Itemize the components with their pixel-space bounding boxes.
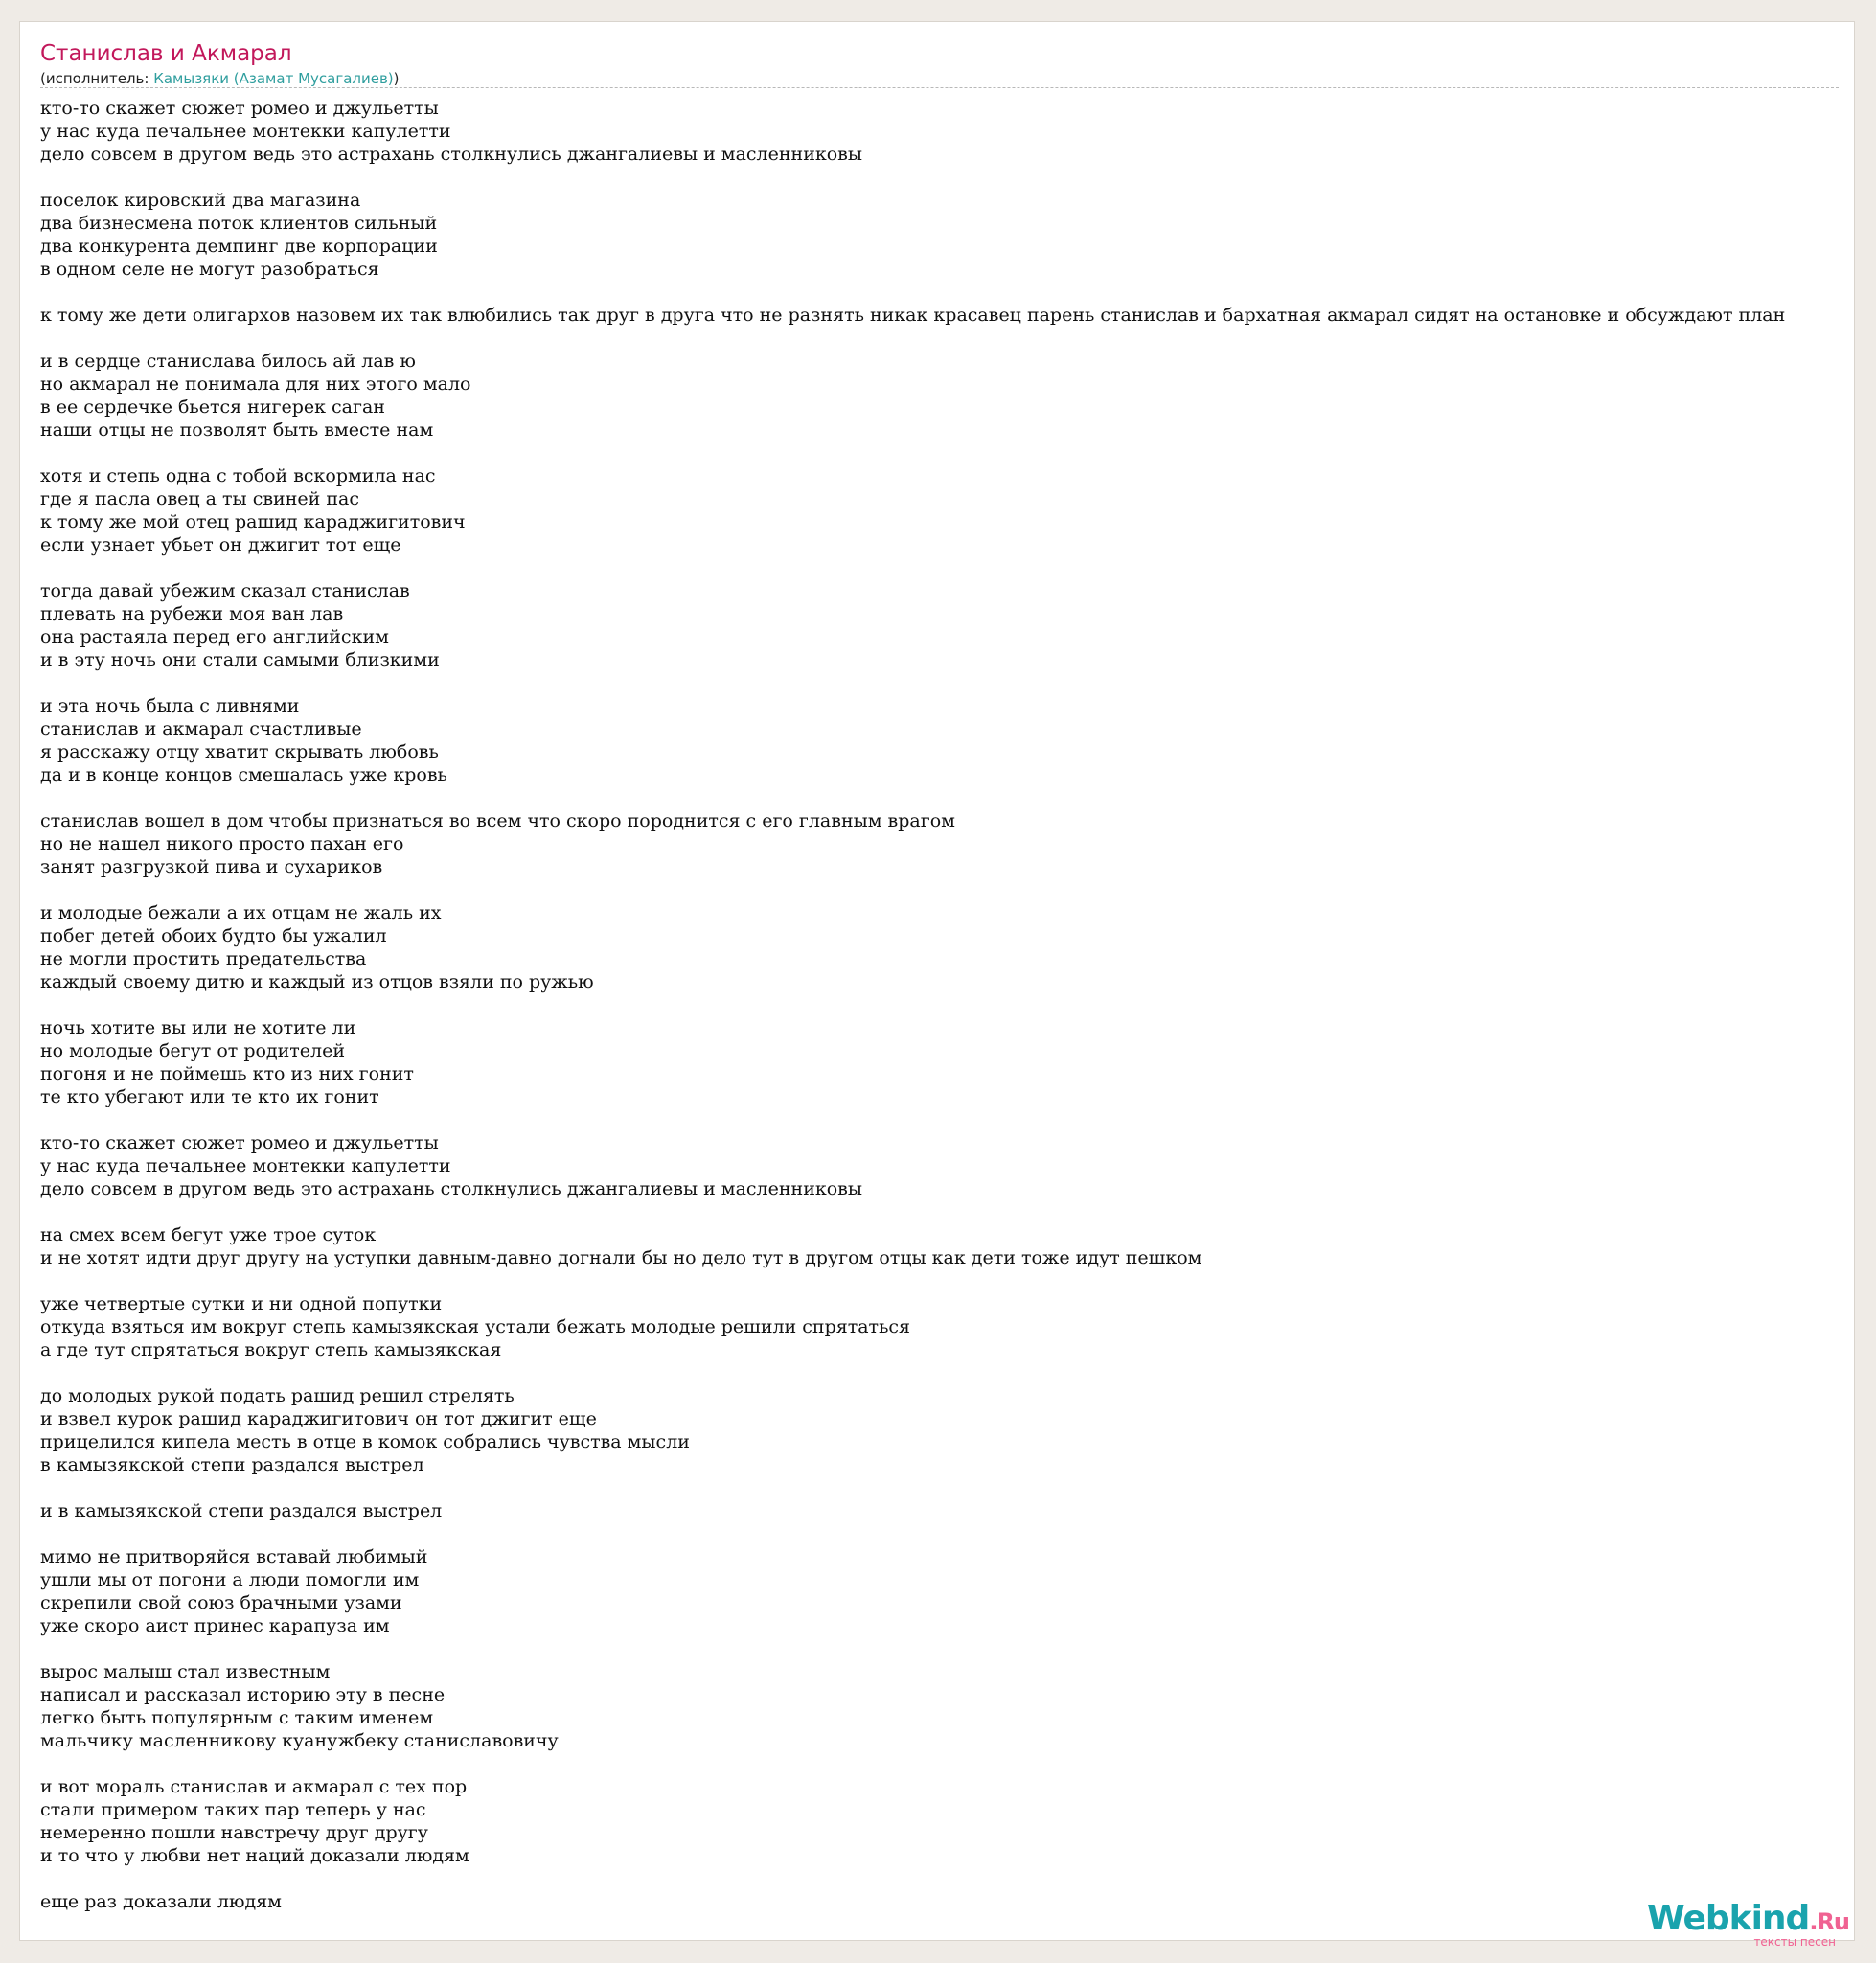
lyric-line: к тому же мой отец рашид караджигитович: [40, 512, 466, 533]
lyric-line: у нас куда печальнее монтекки капулетти: [40, 121, 451, 142]
lyric-blank-line: [40, 993, 1785, 1016]
lyric-line: до молодых рукой подать рашид решил стрелять: [40, 1385, 515, 1406]
lyric-line: и не хотят идти друг другу на уступки давным-давно догнали бы но дело тут в другом отцы как дети тоже идут пешком: [40, 1247, 1202, 1268]
lyric-line: откуда взяться им вокруг степь камызякская устали бежать молодые решили спрятаться: [40, 1316, 911, 1337]
lyric-line: к тому же дети олигархов назовем их так влюбились так друг в друга что не разнять никак красавец парень станислав и бархатная акмарал сидят на остановке и обсуждают план: [40, 305, 1786, 326]
lyric-line: а где тут спрятаться вокруг степь камызякская: [40, 1339, 502, 1360]
lyric-line: тогда давай убежим сказал станислав: [40, 581, 410, 602]
lyric-blank-line: [40, 879, 1785, 902]
lyric-line: и в эту ночь они стали самыми близкими: [40, 650, 440, 671]
lyric-line: занят разгрузкой пива и сухариков: [40, 856, 383, 878]
lyric-line: и в сердце станислава билось ай лав ю: [40, 351, 416, 372]
lyric-line: плевать на рубежи моя ван лав: [40, 604, 344, 625]
lyric-line: немеренно пошли навстречу друг другу: [40, 1822, 428, 1843]
lyric-line: хотя и степь одна с тобой вскормила нас: [40, 466, 436, 487]
lyric-line: но акмарал не понимала для них этого мало: [40, 374, 471, 395]
lyrics-text: [40, 97, 1785, 1913]
lyric-line: станислав вошел в дом чтобы признаться во всем что скоро породнится с его главным врагом: [40, 810, 955, 832]
lyric-blank-line: [40, 327, 1785, 350]
lyric-line: и в камызякской степи раздался выстрел: [40, 1500, 443, 1521]
site-watermark: [1647, 1899, 1849, 1949]
webkind-subtitle: тексты песен: [1753, 1935, 1836, 1949]
lyric-blank-line: [40, 672, 1785, 695]
lyric-line: погоня и не поймешь кто из них гонит: [40, 1063, 414, 1084]
lyric-blank-line: [40, 1522, 1785, 1545]
lyric-line: я расскажу отцу хватит скрывать любовь: [40, 742, 439, 763]
lyric-line: если узнает убьет он джигит тот еще: [40, 535, 401, 556]
lyric-line: где я пасла овец а ты свиней пас: [40, 489, 359, 510]
lyric-line: в камызякской степи раздался выстрел: [40, 1454, 424, 1475]
lyric-line: но молодые бегут от родителей: [40, 1040, 346, 1061]
lyric-line: наши отцы не позволят быть вместе нам: [40, 420, 434, 441]
lyric-line: и то что у любви нет наций доказали людям: [40, 1845, 469, 1866]
lyric-line: на смех всем бегут уже трое суток: [40, 1224, 377, 1245]
lyric-line: мимо не притворяйся вставай любимый: [40, 1546, 428, 1567]
lyric-line: и эта ночь была с ливнями: [40, 696, 300, 717]
lyric-blank-line: [40, 1752, 1785, 1775]
lyric-blank-line: [40, 1637, 1785, 1660]
lyric-blank-line: [40, 787, 1785, 810]
lyric-line: поселок кировский два магазина: [40, 190, 361, 211]
lyric-line: мальчику масленникову куанужбеку станиславовичу: [40, 1730, 559, 1751]
lyric-line: дело совсем в другом ведь это астрахань столкнулись джангалиевы и масленниковы: [40, 1178, 862, 1199]
lyric-line: ночь хотите вы или не хотите ли: [40, 1017, 356, 1039]
lyric-line: каждый своему дитю и каждый из отцов взяли по ружью: [40, 971, 594, 993]
lyric-blank-line: [40, 1108, 1785, 1131]
lyric-line: уже четвертые сутки и ни одной попутки: [40, 1293, 443, 1314]
lyric-blank-line: [40, 1200, 1785, 1223]
lyric-line: в одном селе не могут разобраться: [40, 259, 379, 280]
webkind-logo-tld: .Ru: [1809, 1908, 1849, 1935]
lyric-line: дело совсем в другом ведь это астрахань столкнулись джангалиевы и масленниковы: [40, 144, 862, 165]
lyric-line: вырос малыш стал известным: [40, 1661, 331, 1682]
lyric-line: те кто убегают или те кто их гонит: [40, 1086, 379, 1107]
lyric-blank-line: [40, 166, 1785, 189]
lyric-line: и молодые бежали а их отцам не жаль их: [40, 902, 442, 924]
lyric-line: и взвел курок рашид караджигитович он тот джигит еще: [40, 1408, 597, 1429]
performer-prefix: (исполнитель:: [40, 70, 154, 87]
lyric-line: два бизнесмена поток клиентов сильный: [40, 213, 438, 234]
lyric-blank-line: [40, 281, 1785, 304]
lyric-blank-line: [40, 1476, 1785, 1499]
lyric-line: ушли мы от погони а люди помогли им: [40, 1569, 420, 1590]
lyric-blank-line: [40, 557, 1785, 580]
lyric-line: в ее сердечке бьется нигерек саган: [40, 397, 385, 418]
lyrics-card: [19, 21, 1855, 1941]
lyric-blank-line: [40, 442, 1785, 465]
lyric-line: скрепили свой союз брачными узами: [40, 1592, 402, 1613]
lyric-line: стали примером таких пар теперь у нас: [40, 1799, 426, 1820]
performer-link[interactable]: Камызяки (Азамат Мусагалиев): [153, 70, 394, 87]
lyric-line: прицелился кипела месть в отце в комок собрались чувства мысли: [40, 1431, 690, 1452]
performer-line: [40, 70, 400, 87]
lyric-line: не могли простить предательства: [40, 948, 367, 970]
lyric-line: станислав и акмарал счастливые: [40, 719, 362, 740]
lyric-line: кто-то скажет сюжет ромео и джульетты: [40, 1132, 439, 1153]
lyric-line: но не нашел никого просто пахан его: [40, 833, 404, 855]
title-divider: [40, 87, 1839, 88]
song-title: Станислав и Акмарал: [40, 41, 292, 66]
webkind-logo: [1647, 1899, 1849, 1938]
performer-suffix: ): [393, 70, 400, 87]
lyric-line: да и в конце концов смешалась уже кровь: [40, 765, 447, 786]
lyric-line: написал и рассказал историю эту в песне: [40, 1684, 446, 1705]
lyric-line: и вот мораль станислав и акмарал с тех пор: [40, 1776, 468, 1797]
lyric-blank-line: [40, 1361, 1785, 1384]
lyric-line: у нас куда печальнее монтекки капулетти: [40, 1155, 451, 1176]
lyric-blank-line: [40, 1867, 1785, 1890]
lyric-line: она растаяла перед его английским: [40, 627, 389, 648]
webkind-logo-text: Webkind: [1647, 1899, 1810, 1938]
lyric-line: легко быть популярным с таким именем: [40, 1707, 434, 1728]
lyric-line: уже скоро аист принес карапуза им: [40, 1615, 390, 1636]
lyric-line: два конкурента демпинг две корпорации: [40, 236, 438, 257]
lyric-blank-line: [40, 1269, 1785, 1292]
lyric-line: кто-то скажет сюжет ромео и джульетты: [40, 98, 439, 119]
lyric-line: еще раз доказали людям: [40, 1891, 282, 1912]
lyric-line: побег детей обоих будто бы ужалил: [40, 925, 387, 947]
